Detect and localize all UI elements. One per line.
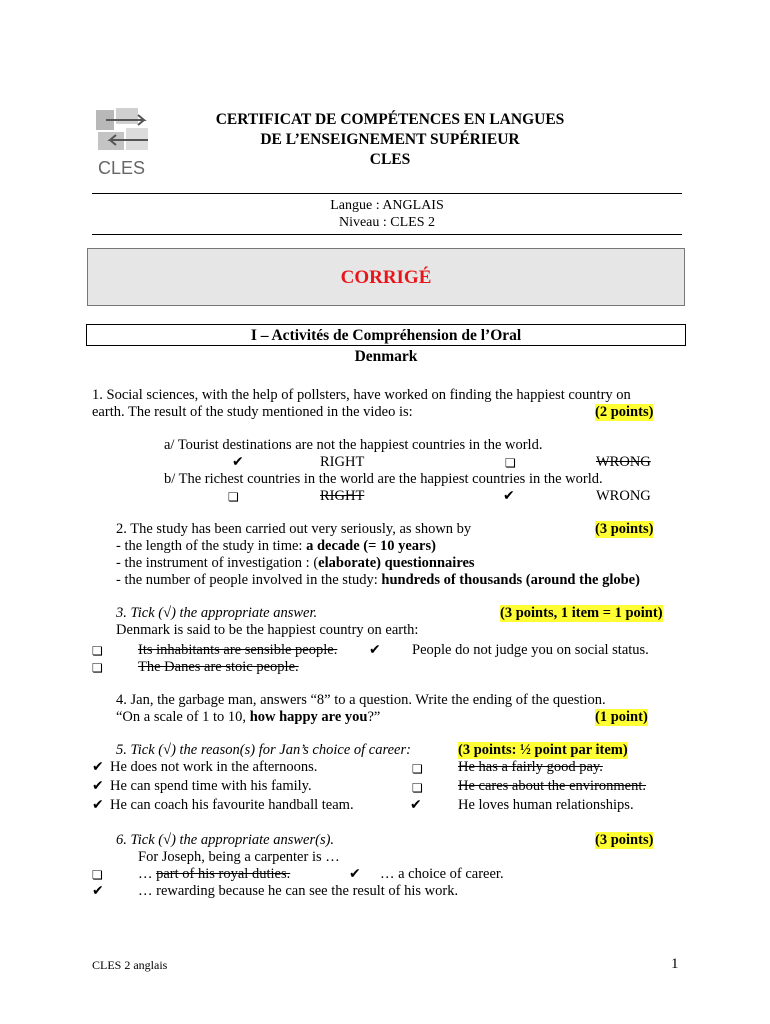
q5-line1: 5. Tick (√) the reason(s) for Jan’s choice of career: bbox=[116, 742, 411, 758]
corrige-banner bbox=[87, 248, 685, 306]
q5-left-option2: He can spend time with his family. bbox=[110, 778, 312, 794]
q6-option3: … rewarding because he can see the result of his work. bbox=[138, 883, 459, 899]
q3-line2: Denmark is said to be the happiest country on earth: bbox=[116, 622, 419, 638]
check-icon: ✔ bbox=[349, 866, 361, 882]
document-title bbox=[160, 110, 620, 170]
q5-right-option2: He cares about the environment. bbox=[458, 778, 647, 794]
q6-option1: … part of his royal duties. bbox=[138, 866, 291, 882]
checkbox-icon: ❏ bbox=[92, 644, 103, 658]
q6-option2: … a choice of career. bbox=[380, 866, 504, 882]
divider-top bbox=[92, 193, 682, 194]
q4-points: (1 point) bbox=[595, 709, 648, 725]
niveau-label: Niveau : CLES 2 bbox=[338, 215, 436, 230]
svg-text:CLES: CLES bbox=[98, 158, 146, 178]
q3-option1: Its inhabitants are sensible people. bbox=[138, 642, 338, 658]
checkbox-icon: ❏ bbox=[228, 490, 239, 504]
divider-bottom bbox=[92, 234, 682, 235]
langue-label: Langue : ANGLAIS bbox=[330, 198, 444, 213]
q1-statement-b: b/ The richest countries in the world are the happiest countries in the world. bbox=[164, 471, 603, 487]
check-icon: ✔ bbox=[232, 454, 244, 470]
title-line-1: CERTIFICAT DE COMPÉTENCES EN LANGUES bbox=[215, 111, 565, 128]
q4-line2: “On a scale of 1 to 10, how happy are you?” bbox=[116, 709, 381, 725]
checkbox-icon: ❏ bbox=[412, 781, 423, 795]
q5-left-option1: He does not work in the afternoons. bbox=[110, 759, 318, 775]
check-icon: ✔ bbox=[410, 797, 422, 813]
q3-line1: 3. Tick (√) the appropriate answer. bbox=[116, 605, 318, 621]
q1-a-right: RIGHT bbox=[320, 454, 365, 470]
q1-a-wrong: WRONG bbox=[596, 454, 651, 470]
title-line-2: DE L’ENSEIGNEMENT SUPÉRIEUR bbox=[260, 131, 520, 148]
q5-points: (3 points: ½ point par item) bbox=[458, 742, 628, 758]
checkbox-icon: ❏ bbox=[92, 661, 103, 675]
q2-item3: - the number of people involved in the study: hundreds of thousands (around the globe) bbox=[116, 572, 640, 588]
check-icon: ✔ bbox=[92, 883, 104, 899]
check-icon: ✔ bbox=[503, 488, 515, 504]
checkbox-icon: ❏ bbox=[412, 762, 423, 776]
q5-right-option1: He has a fairly good pay. bbox=[458, 759, 603, 775]
q2-item1: - the length of the study in time: a decade (= 10 years) bbox=[116, 538, 436, 554]
q3-option3: The Danes are stoic people. bbox=[138, 659, 299, 675]
checkbox-icon: ❏ bbox=[505, 456, 516, 470]
q1-line2: earth. The result of the study mentioned in the video is: bbox=[92, 404, 413, 420]
q6-line1: 6. Tick (√) the appropriate answer(s). bbox=[116, 832, 335, 848]
q2-points: (3 points) bbox=[595, 521, 654, 537]
q4-line1: 4. Jan, the garbage man, answers “8” to a question. Write the ending of the question. bbox=[116, 692, 606, 708]
q3-option2: People do not judge you on social status. bbox=[412, 642, 649, 658]
check-icon: ✔ bbox=[369, 642, 381, 658]
check-icon: ✔ bbox=[92, 778, 104, 794]
q1-b-right: RIGHT bbox=[320, 488, 365, 504]
q2-item2: - the instrument of investigation : (elaborate) questionnaires bbox=[116, 555, 475, 571]
q5-right-option3: He loves human relationships. bbox=[458, 797, 634, 813]
check-icon: ✔ bbox=[92, 759, 104, 775]
cles-logo bbox=[92, 106, 160, 180]
title-line-3: CLES bbox=[369, 151, 411, 168]
q3-points: (3 points, 1 item = 1 point) bbox=[500, 605, 663, 621]
q1-points: (2 points) bbox=[595, 404, 654, 420]
corrige-title: CORRIGÉ bbox=[340, 267, 432, 288]
q2-line1: 2. The study has been carried out very seriously, as shown by bbox=[116, 521, 472, 537]
section-title: I – Activités de Compréhension de l’Oral bbox=[250, 327, 522, 344]
q1-statement-a: a/ Tourist destinations are not the happiest countries in the world. bbox=[164, 437, 543, 453]
checkbox-icon: ❏ bbox=[92, 868, 103, 882]
check-icon: ✔ bbox=[92, 797, 104, 813]
q6-points: (3 points) bbox=[595, 832, 654, 848]
footer-label: CLES 2 anglais bbox=[92, 958, 168, 972]
page-number: 1 bbox=[671, 956, 679, 972]
q5-left-option3: He can coach his favourite handball team. bbox=[110, 797, 354, 813]
q1-b-wrong: WRONG bbox=[596, 488, 651, 504]
q6-line2: For Joseph, being a carpenter is … bbox=[138, 849, 340, 865]
section-subtitle: Denmark bbox=[354, 348, 418, 365]
q1-line1: 1. Social sciences, with the help of pollsters, have worked on finding the happiest country on bbox=[92, 387, 631, 403]
